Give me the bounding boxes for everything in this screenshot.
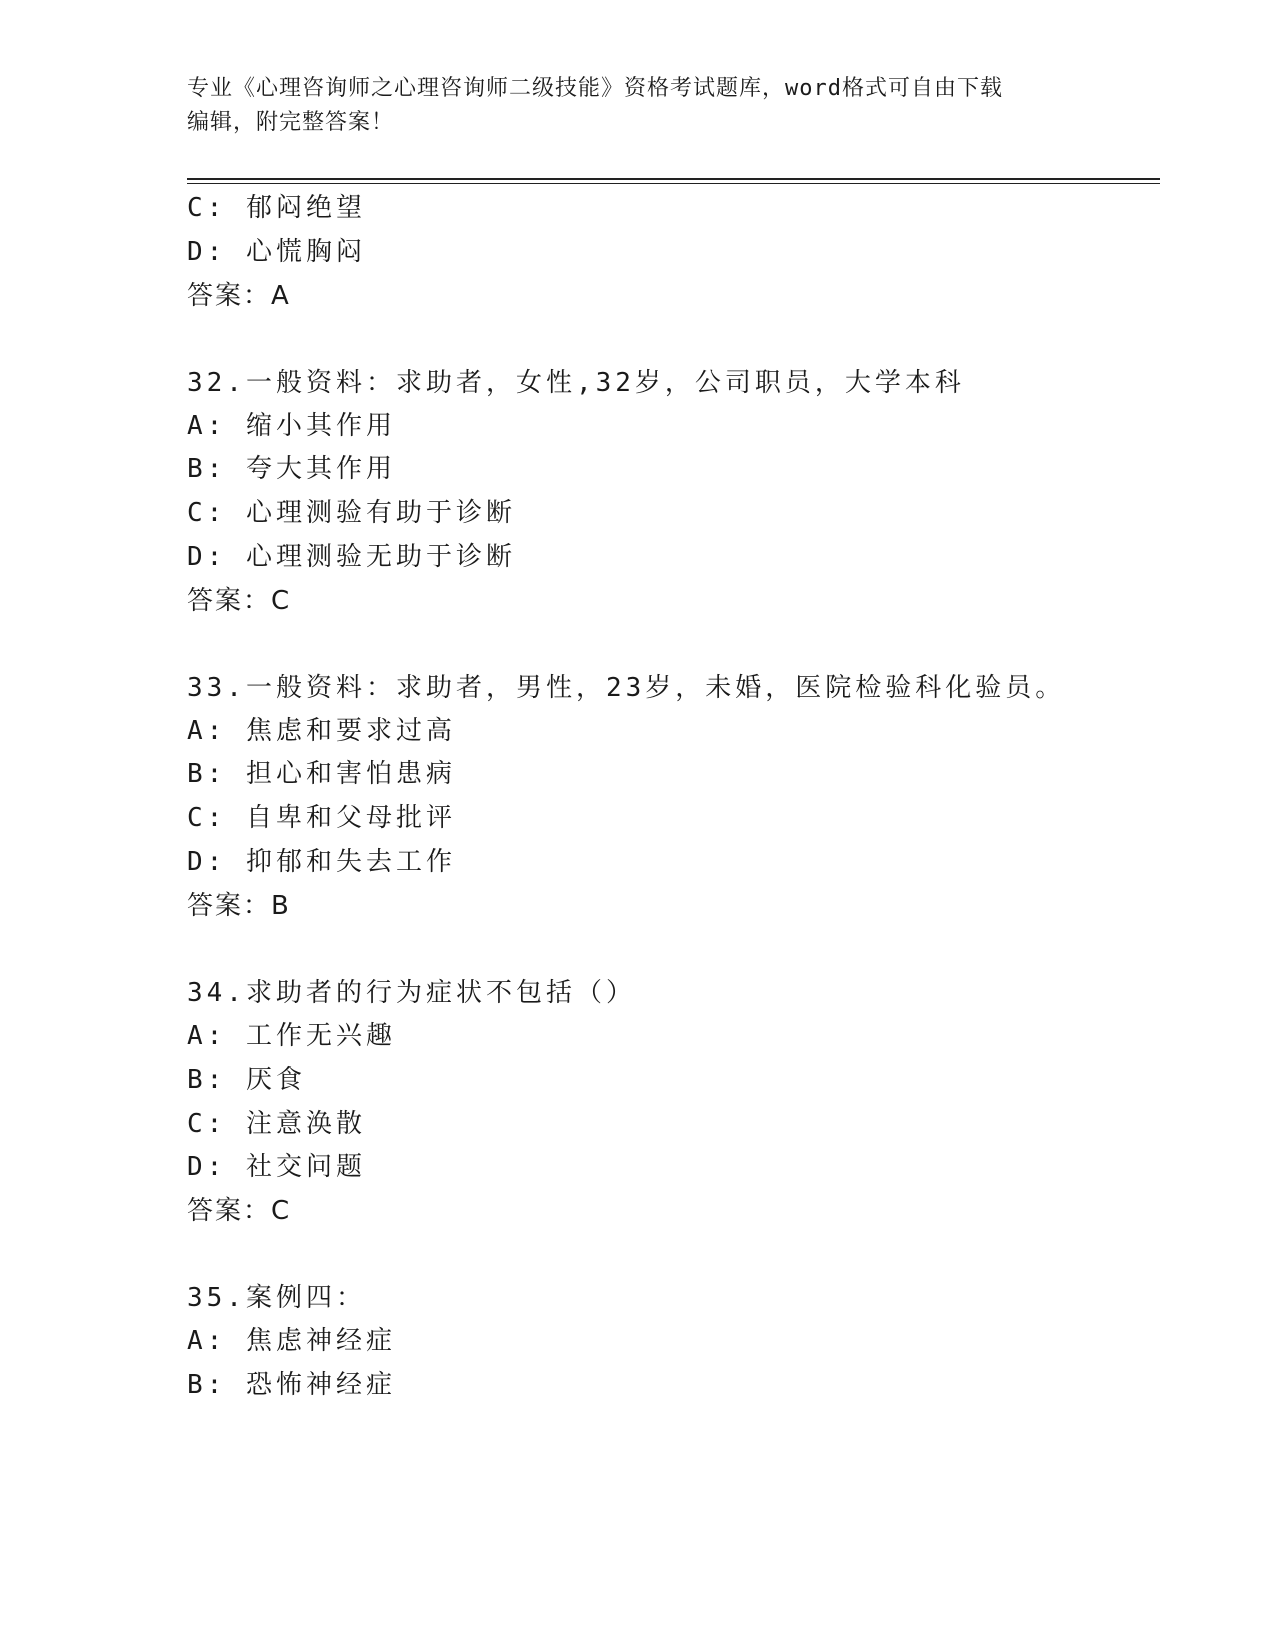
- option-c: C: 注意涣散: [187, 1109, 366, 1139]
- option-d: D: 抑郁和失去工作: [187, 847, 456, 877]
- question-32: 32.一般资料：求助者，女性,32岁，公司职员，大学本科: [187, 368, 965, 398]
- document-header: [187, 72, 1087, 140]
- option-d: D: 心慌胸闷: [187, 237, 366, 267]
- answer-line: 答案：C: [187, 586, 292, 616]
- answer-line: 答案：A: [187, 281, 291, 311]
- option-a: A: 工作无兴趣: [187, 1021, 396, 1051]
- header-divider-thin: [187, 183, 1160, 184]
- option-b: B: 恐怖神经症: [187, 1370, 396, 1400]
- question-34: 34.求助者的行为症状不包括（）: [187, 978, 636, 1008]
- option-c: C: 心理测验有助于诊断: [187, 498, 516, 528]
- option-b: B: 厌食: [187, 1065, 306, 1095]
- header-line-1: 专业《心理咨询师之心理咨询师二级技能》资格考试题库，word格式可自由下载: [187, 76, 1003, 101]
- header-divider: [187, 178, 1160, 180]
- question-35: 35.案例四：: [187, 1283, 366, 1313]
- option-b: B: 夸大其作用: [187, 454, 396, 484]
- option-a: A: 焦虑神经症: [187, 1326, 396, 1356]
- option-a: A: 缩小其作用: [187, 411, 396, 441]
- header-line-2: 编辑，附完整答案！: [187, 110, 395, 135]
- option-c: C: 自卑和父母批评: [187, 803, 456, 833]
- option-a: A: 焦虑和要求过高: [187, 716, 456, 746]
- option-b: B: 担心和害怕患病: [187, 759, 456, 789]
- option-d: D: 社交问题: [187, 1152, 366, 1182]
- answer-line: 答案：C: [187, 1196, 292, 1226]
- option-c: C: 郁闷绝望: [187, 193, 366, 223]
- question-33: 33.一般资料：求助者，男性，23岁，未婚，医院检验科化验员。: [187, 673, 1066, 703]
- option-d: D: 心理测验无助于诊断: [187, 542, 516, 572]
- answer-line: 答案：B: [187, 891, 291, 921]
